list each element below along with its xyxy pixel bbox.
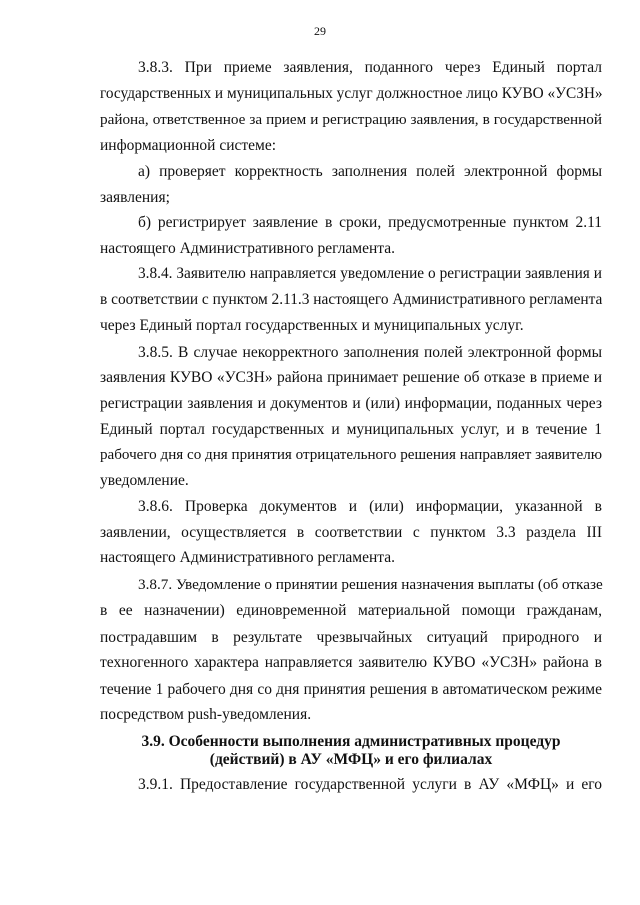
paragraph-line: 3.9.1. Предоставление государственной услуги в АУ «МФЦ» и его: [138, 776, 602, 793]
section-heading: 3.9. Особенности выполнения административных процедур: [141, 733, 561, 750]
paragraph-line: Единый портал государственных и муниципальных услуг, и в течение 1: [100, 421, 602, 438]
paragraph-line: в соответствии с пунктом 2.11.3 настоящего Административного регламента: [100, 291, 603, 308]
paragraph-line: 3.8.6. Проверка документов и (или) информации, указанной в: [138, 498, 602, 515]
paragraph-line: техногенного характера направляется заявителю КУВО «УСЗН» района в: [100, 654, 602, 671]
paragraph-line: а) проверяет корректность заполнения полей электронной формы: [138, 163, 602, 180]
paragraph-line: рабочего дня со дня принятия отрицательного решения направляет заявителю: [100, 447, 602, 463]
paragraph-line: 3.8.3. При приеме заявления, поданного через Единый портал: [138, 59, 602, 76]
paragraph-line: регистрации заявления и документов и (или) информации, поданных через: [100, 395, 602, 412]
paragraph-line: течение 1 рабочего дня со дня принятия решения в автоматическом режиме: [100, 681, 602, 698]
paragraph-line: заявления;: [100, 189, 170, 206]
paragraph-line: б) регистрирует заявление в сроки, предусмотренные пунктом 2.11: [138, 214, 602, 231]
paragraph-line: государственных и муниципальных услуг должностное лицо КУВО «УСЗН»: [100, 85, 603, 102]
paragraph-line: через Единый портал государственных и муниципальных услуг.: [100, 317, 524, 334]
paragraph-line: пострадавшим в результате чрезвычайных ситуаций природного и: [100, 629, 602, 646]
paragraph-line: заявления КУВО «УСЗН» района принимает решение об отказе в приеме и: [100, 369, 602, 386]
paragraph-line: 3.8.4. Заявителю направляется уведомление о регистрации заявления и: [138, 265, 602, 282]
paragraph-line: настоящего Административного регламента.: [100, 240, 396, 257]
paragraph-line: 3.8.7. Уведомление о принятии решения назначения выплаты (об отказе: [138, 576, 603, 593]
paragraph-line: настоящего Административного регламента.: [100, 549, 396, 566]
paragraph-line: посредством push-уведомления.: [100, 706, 312, 723]
paragraph-line: уведомление.: [100, 472, 189, 489]
paragraph-line: информационной системе:: [100, 137, 277, 154]
paragraph-line: в ее назначении) единовременной материальной помощи гражданам,: [100, 602, 602, 619]
paragraph-line: заявлении, осуществляется в соответствии с пунктом 3.3 раздела III: [100, 524, 602, 541]
page-number: 29: [314, 24, 326, 38]
paragraph-line: 3.8.5. В случае некорректного заполнения полей электронной формы: [138, 344, 602, 361]
section-heading: (действий) в АУ «МФЦ» и его филиалах: [209, 751, 493, 768]
paragraph-line: района, ответственное за прием и регистрацию заявления, в государственной: [100, 111, 602, 128]
